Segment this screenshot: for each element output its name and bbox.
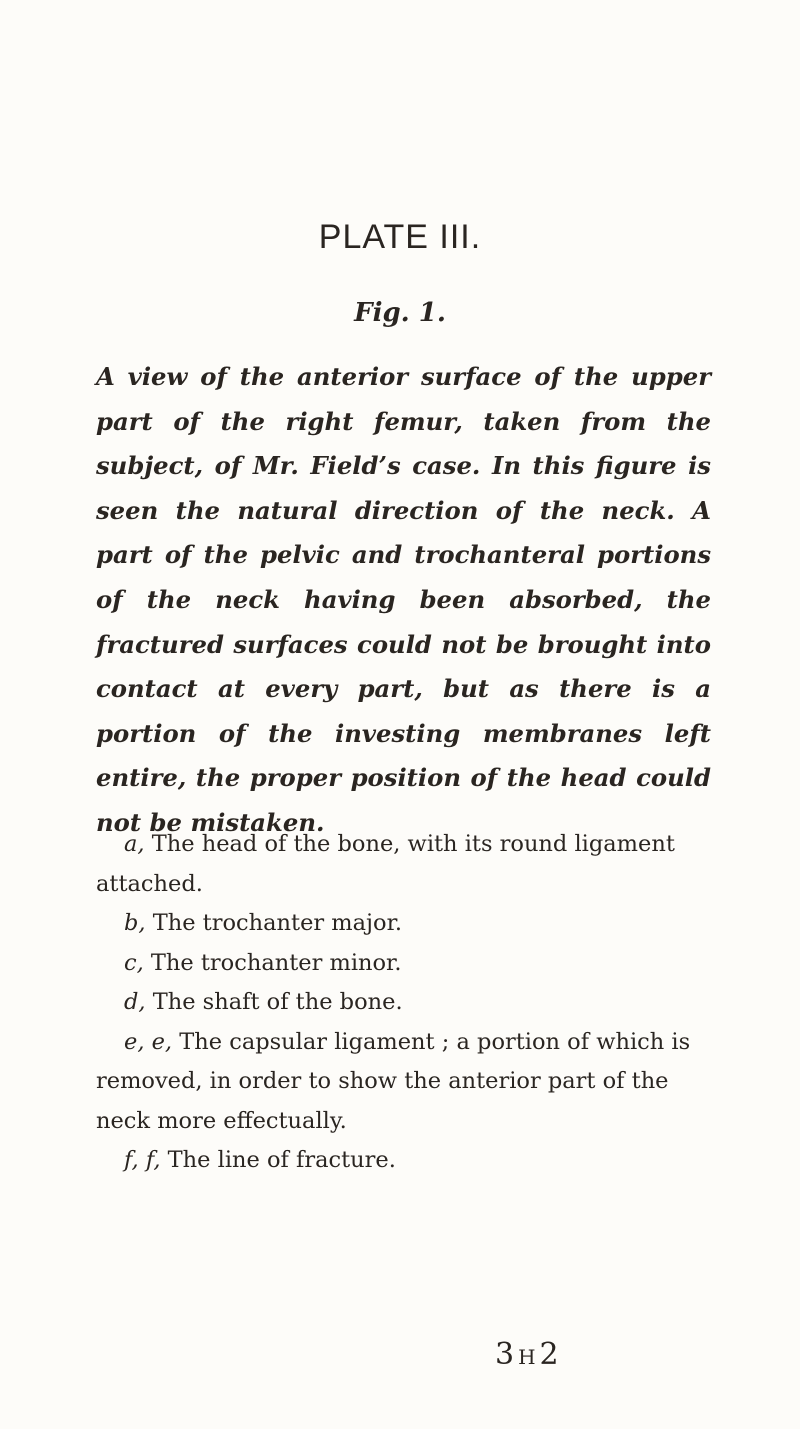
legend-text: The line of fracture.	[167, 1147, 396, 1173]
legend-item	[96, 944, 716, 984]
legend-key: e, e,	[124, 1028, 173, 1055]
legend-item	[96, 904, 716, 944]
legend-text: The shaft of the bone.	[152, 989, 403, 1015]
signature-letter: H	[518, 1345, 540, 1369]
legend-text: The trochanter minor.	[150, 949, 402, 976]
legend-text: The capsular ligament ; a portion of which is removed, in order to show the anterior part of the neck more effectually.	[96, 1028, 691, 1134]
legend-key: b,	[124, 910, 146, 936]
figure-label: Fig. 1.	[354, 298, 446, 328]
legend-key: d,	[124, 989, 146, 1015]
page-signature	[495, 1337, 563, 1372]
legend-item	[96, 1023, 716, 1142]
signature-suffix: 2	[539, 1337, 563, 1372]
signature-number: 3	[495, 1337, 519, 1372]
legend-item	[96, 1141, 716, 1181]
legend-text: The trochanter major.	[152, 910, 402, 936]
figure-description: A view of the anterior surface of the upper part of the right femur, taken from the subject, of Mr. Field’s case. In this figure is seen the natural direction of the neck. A part of the pelvic and trochanteral portions of the neck having been absorbed, the fractured surfaces could not be brought into contact at every part, but as there is a portion of the investing membranes left entire, the proper position of the head could not be mistaken.	[96, 362, 711, 837]
legend-text: The head of the bone, with its round ligament attached.	[96, 831, 675, 897]
legend-item	[96, 825, 716, 904]
legend-key: f, f,	[124, 1147, 161, 1173]
plate-title: PLATE III.	[318, 218, 482, 256]
legend-key: a,	[124, 831, 145, 857]
legend-key: c,	[124, 949, 144, 976]
figure-legend	[96, 825, 716, 1181]
legend-item	[96, 983, 716, 1023]
